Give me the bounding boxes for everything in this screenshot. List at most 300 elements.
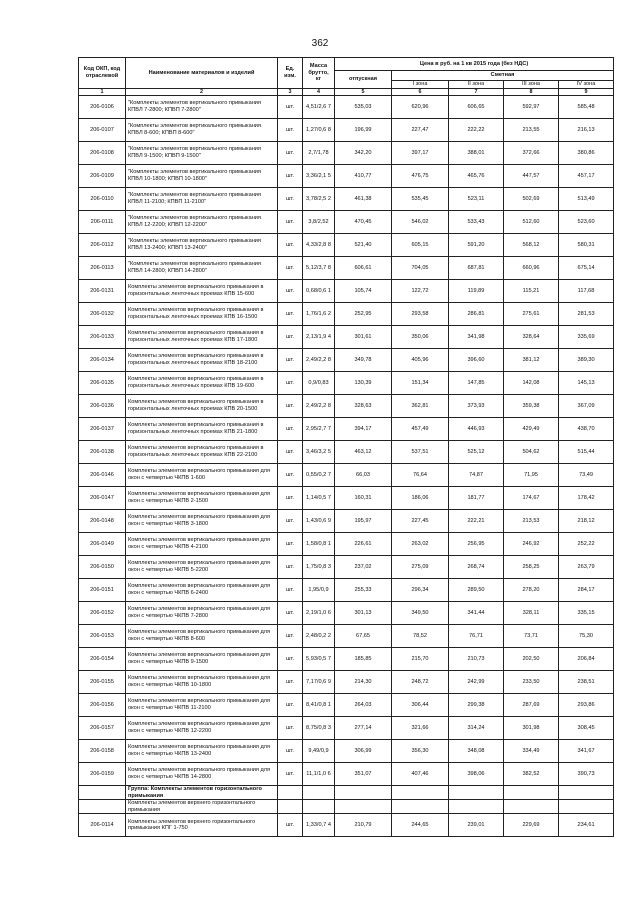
table-row (79, 648, 614, 671)
row-zone-3-price: 504,62 (504, 441, 559, 464)
row-name: Комплекты элементов вертикального примыкания для окон с четвертью ЧКПВ 3-1800 (126, 510, 278, 533)
row-mass: 9,49/0,9 (303, 740, 335, 763)
row-release-price: 185,85 (335, 648, 392, 671)
row-zone-2-price: 239,01 (449, 814, 504, 837)
row-code: 206-0137 (79, 418, 126, 441)
row-zone-4-price: 335,15 (559, 602, 614, 625)
row-zone-3-price: 115,21 (504, 280, 559, 303)
row-unit: шт. (278, 326, 303, 349)
row-mass: 3,46/3,2 5 (303, 441, 335, 464)
row-zone-2-price: 398,06 (449, 763, 504, 786)
row-name: Комплекты элементов вертикального примыкания в горизонтальных ленточных проемах КПВ 21-1800 (126, 418, 278, 441)
row-zone-3-price: 660,96 (504, 257, 559, 280)
row-unit: шт. (278, 372, 303, 395)
row-mass: 0,9/0,83 (303, 372, 335, 395)
row-release-price: 130,39 (335, 372, 392, 395)
row-mass: 5,93/0,5 7 (303, 648, 335, 671)
row-code: 206-0158 (79, 740, 126, 763)
row-zone-3-price: 73,71 (504, 625, 559, 648)
row-zone-4-price: 293,86 (559, 694, 614, 717)
row-unit: шт. (278, 234, 303, 257)
row-zone-2-price: 523,11 (449, 188, 504, 211)
col-number: 1 (79, 89, 126, 96)
row-zone-3-price: 213,53 (504, 510, 559, 533)
table-row (79, 257, 614, 280)
row-zone-2-price: 606,65 (449, 96, 504, 119)
group-row (79, 786, 614, 800)
col-number: 8 (504, 89, 559, 96)
row-name: "Комплекты элементов вертикального примыкания КПВЛ 13-2400; КПВП 13-2400" (126, 234, 278, 257)
col-number: 2 (126, 89, 278, 96)
row-zone-2-price: 76,71 (449, 625, 504, 648)
row-name: "Комплекты элементов вертикального примыкания КПВЛ 7-2800; КПВП 7-2800" (126, 96, 278, 119)
row-zone-1-price: 186,06 (392, 487, 449, 510)
row-zone-3-price: 213,55 (504, 119, 559, 142)
table-row (79, 211, 614, 234)
row-zone-4-price: 308,45 (559, 717, 614, 740)
subgroup-row (79, 800, 614, 814)
row-zone-2-price: 74,87 (449, 464, 504, 487)
row-zone-4-price: 380,86 (559, 142, 614, 165)
row-name: Комплекты элементов вертикального примыкания для окон с четвертью ЧКПВ 5-2200 (126, 556, 278, 579)
row-code: 206-0149 (79, 533, 126, 556)
row-zone-2-price: 242,99 (449, 671, 504, 694)
row-zone-1-price: 296,34 (392, 579, 449, 602)
row-zone-2-price: 299,38 (449, 694, 504, 717)
row-mass: 4,33/2,8 8 (303, 234, 335, 257)
table-row (79, 464, 614, 487)
row-unit: шт. (278, 188, 303, 211)
row-release-price: 195,97 (335, 510, 392, 533)
row-name: "Комплекты элементов вертикального примыкания КПВЛ 8-600; КПВП 8-600" (126, 119, 278, 142)
header-zone-4: IV зона (559, 81, 614, 89)
row-zone-4-price: 515,44 (559, 441, 614, 464)
row-zone-1-price: 122,72 (392, 280, 449, 303)
row-mass: 2,95/2,7 7 (303, 418, 335, 441)
row-mass: 11,1/1,0 6 (303, 763, 335, 786)
row-zone-3-price: 592,97 (504, 96, 559, 119)
table-row (79, 165, 614, 188)
row-code: 206-0113 (79, 257, 126, 280)
row-zone-4-price: 438,70 (559, 418, 614, 441)
row-name: "Комплекты элементов вертикального примыкания КПВЛ 10-1800; КПВП 10-1800" (126, 165, 278, 188)
row-zone-4-price: 675,14 (559, 257, 614, 280)
row-release-price: 264,03 (335, 694, 392, 717)
row-zone-3-price: 334,49 (504, 740, 559, 763)
table-row (79, 96, 614, 119)
col-number: 6 (392, 89, 449, 96)
row-release-price: 66,03 (335, 464, 392, 487)
header-estimate: Сметная (392, 71, 614, 81)
row-mass: 5,12/3,7 8 (303, 257, 335, 280)
row-code: 206-0114 (79, 814, 126, 837)
row-mass: 0,68/0,6 1 (303, 280, 335, 303)
table-row (79, 119, 614, 142)
table-row (79, 814, 614, 837)
row-code: 206-0138 (79, 441, 126, 464)
row-zone-2-price: 289,50 (449, 579, 504, 602)
row-release-price: 214,30 (335, 671, 392, 694)
row-mass: 8,41/0,8 1 (303, 694, 335, 717)
row-zone-3-price: 429,49 (504, 418, 559, 441)
row-name: Комплекты элементов вертикального примыкания для окон с четвертью ЧКПВ 8-600 (126, 625, 278, 648)
row-code: 206-0136 (79, 395, 126, 418)
row-zone-4-price: 585,48 (559, 96, 614, 119)
row-zone-1-price: 227,45 (392, 510, 449, 533)
row-zone-1-price: 704,05 (392, 257, 449, 280)
row-release-price: 105,74 (335, 280, 392, 303)
row-name: Комплекты элементов вертикального примыкания для окон с четвертью ЧКПВ 12-2200 (126, 717, 278, 740)
row-mass: 1,76/1,6 2 (303, 303, 335, 326)
row-zone-3-price: 328,11 (504, 602, 559, 625)
row-mass: 1,14/0,5 7 (303, 487, 335, 510)
table-row (79, 579, 614, 602)
row-zone-2-price: 314,24 (449, 717, 504, 740)
row-code: 206-0132 (79, 303, 126, 326)
row-zone-2-price: 388,01 (449, 142, 504, 165)
row-name: Комплекты элементов вертикального примыкания для окон с четвертью ЧКПВ 6-2400 (126, 579, 278, 602)
row-zone-2-price: 533,43 (449, 211, 504, 234)
row-unit: шт. (278, 119, 303, 142)
table-row (79, 740, 614, 763)
row-zone-4-price: 367,09 (559, 395, 614, 418)
row-code: 206-0154 (79, 648, 126, 671)
row-zone-3-price: 275,61 (504, 303, 559, 326)
row-release-price: 463,12 (335, 441, 392, 464)
row-code: 206-0134 (79, 349, 126, 372)
row-unit: шт. (278, 648, 303, 671)
row-zone-4-price: 341,67 (559, 740, 614, 763)
row-zone-1-price: 293,58 (392, 303, 449, 326)
row-unit: шт. (278, 349, 303, 372)
row-zone-3-price: 381,12 (504, 349, 559, 372)
row-zone-2-price: 256,95 (449, 533, 504, 556)
row-code: 206-0106 (79, 96, 126, 119)
row-zone-2-price: 222,22 (449, 119, 504, 142)
row-name: Комплекты элементов вертикального примыкания в горизонтальных ленточных проемах КПВ 19-600 (126, 372, 278, 395)
row-code: 206-0111 (79, 211, 126, 234)
row-unit: шт. (278, 142, 303, 165)
row-name: Комплекты элементов вертикального примыкания для окон с четвертью ЧКПВ 2-1500 (126, 487, 278, 510)
row-code: 206-0112 (79, 234, 126, 257)
row-zone-1-price: 215,70 (392, 648, 449, 671)
row-name: Комплекты элементов вертикального примыкания в горизонтальных ленточных проемах КПВ 20-1500 (126, 395, 278, 418)
row-zone-3-price: 246,92 (504, 533, 559, 556)
row-unit: шт. (278, 579, 303, 602)
table-row (79, 717, 614, 740)
header-mass: Масса брутто, кг (303, 58, 335, 89)
row-zone-2-price: 687,81 (449, 257, 504, 280)
row-zone-2-price: 341,98 (449, 326, 504, 349)
row-zone-1-price: 546,02 (392, 211, 449, 234)
column-number-row (79, 89, 614, 96)
row-mass: 1,58/0,8 1 (303, 533, 335, 556)
row-mass: 2,19/1,0 6 (303, 602, 335, 625)
row-release-price: 277,14 (335, 717, 392, 740)
row-code: 206-0147 (79, 487, 126, 510)
row-name: "Комплекты элементов вертикального примыкания КПВЛ 12-2200; КПВП 12-2200" (126, 211, 278, 234)
row-release-price: 461,38 (335, 188, 392, 211)
row-release-price: 160,31 (335, 487, 392, 510)
row-zone-4-price: 263,79 (559, 556, 614, 579)
row-unit: шт. (278, 303, 303, 326)
row-mass: 1,27/0,6 8 (303, 119, 335, 142)
row-unit: шт. (278, 165, 303, 188)
row-mass: 2,49/2,2 8 (303, 395, 335, 418)
row-unit: шт. (278, 510, 303, 533)
table-row (79, 556, 614, 579)
row-zone-4-price: 216,13 (559, 119, 614, 142)
row-zone-1-price: 405,96 (392, 349, 449, 372)
row-zone-4-price: 335,69 (559, 326, 614, 349)
col-number: 7 (449, 89, 504, 96)
price-table (78, 57, 614, 837)
header-zone-1: I зона (392, 81, 449, 89)
row-release-price: 226,61 (335, 533, 392, 556)
row-mass: 2,49/2,2 8 (303, 349, 335, 372)
row-mass: 1,95/0,9 (303, 579, 335, 602)
row-zone-4-price: 389,30 (559, 349, 614, 372)
row-zone-2-price: 147,85 (449, 372, 504, 395)
row-zone-1-price: 457,49 (392, 418, 449, 441)
row-name: Комплекты элементов вертикального примыкания для окон с четвертью ЧКПВ 10-1800 (126, 671, 278, 694)
row-release-price: 394,17 (335, 418, 392, 441)
row-unit: шт. (278, 257, 303, 280)
row-release-price: 67,65 (335, 625, 392, 648)
row-unit: шт. (278, 464, 303, 487)
row-code: 206-0150 (79, 556, 126, 579)
row-zone-3-price: 258,25 (504, 556, 559, 579)
row-zone-2-price: 465,76 (449, 165, 504, 188)
row-unit: шт. (278, 717, 303, 740)
row-zone-4-price: 281,53 (559, 303, 614, 326)
row-mass: 3,8/2,52 (303, 211, 335, 234)
table-row (79, 763, 614, 786)
row-zone-3-price: 359,38 (504, 395, 559, 418)
row-release-price: 255,33 (335, 579, 392, 602)
row-zone-1-price: 620,96 (392, 96, 449, 119)
row-zone-1-price: 227,47 (392, 119, 449, 142)
table-row (79, 487, 614, 510)
table-row (79, 372, 614, 395)
row-release-price: 301,61 (335, 326, 392, 349)
row-release-price: 328,63 (335, 395, 392, 418)
table-row (79, 349, 614, 372)
row-zone-4-price: 73,49 (559, 464, 614, 487)
row-zone-4-price: 523,60 (559, 211, 614, 234)
row-code: 206-0157 (79, 717, 126, 740)
row-release-price: 351,07 (335, 763, 392, 786)
row-name: Комплекты элементов вертикального примыкания в горизонтальных ленточных проемах КПВ 16-1500 (126, 303, 278, 326)
row-name: Комплекты элементов вертикального примыкания в горизонтальных ленточных проемах КПВ 15-600 (126, 280, 278, 303)
row-zone-1-price: 349,50 (392, 602, 449, 625)
row-name: "Комплекты элементов вертикального примыкания КПВЛ 9-1500; КПВП 9-1500" (126, 142, 278, 165)
header-code: Код ОКП, код отраслевой (79, 58, 126, 89)
header-zone-2: II зона (449, 81, 504, 89)
row-unit: шт. (278, 556, 303, 579)
table-row (79, 625, 614, 648)
row-zone-4-price: 75,30 (559, 625, 614, 648)
row-release-price: 535,03 (335, 96, 392, 119)
row-code: 206-0133 (79, 326, 126, 349)
row-mass: 2,7/1,78 (303, 142, 335, 165)
row-zone-1-price: 397,17 (392, 142, 449, 165)
row-release-price: 301,13 (335, 602, 392, 625)
row-release-price: 196,99 (335, 119, 392, 142)
row-zone-4-price: 218,12 (559, 510, 614, 533)
row-zone-3-price: 233,50 (504, 671, 559, 694)
table-row (79, 303, 614, 326)
row-unit: шт. (278, 740, 303, 763)
row-zone-3-price: 202,50 (504, 648, 559, 671)
row-unit: шт. (278, 814, 303, 837)
row-mass: 0,55/0,2 7 (303, 464, 335, 487)
col-number: 3 (278, 89, 303, 96)
row-unit: шт. (278, 671, 303, 694)
row-release-price: 342,20 (335, 142, 392, 165)
table-body (79, 96, 614, 837)
row-mass: 2,48/0,2 2 (303, 625, 335, 648)
row-zone-1-price: 263,02 (392, 533, 449, 556)
table-row (79, 326, 614, 349)
table-row (79, 280, 614, 303)
row-name: Комплекты элементов вертикального примыкания в горизонтальных ленточных проемах КПВ 17-1800 (126, 326, 278, 349)
row-unit: шт. (278, 418, 303, 441)
row-code: 206-0153 (79, 625, 126, 648)
subgroup-name: Комплекты элементов верхнего горизонтального примыкания (126, 800, 278, 814)
row-zone-1-price: 605,15 (392, 234, 449, 257)
row-zone-1-price: 535,45 (392, 188, 449, 211)
row-mass: 8,75/0,8 3 (303, 717, 335, 740)
page-number: 362 (311, 38, 329, 49)
row-name: Комплекты элементов вертикального примыкания для окон с четвертью ЧКПВ 9-1500 (126, 648, 278, 671)
header-unit: Ед. изм. (278, 58, 303, 89)
row-unit: шт. (278, 441, 303, 464)
row-zone-1-price: 362,81 (392, 395, 449, 418)
row-zone-3-price: 502,69 (504, 188, 559, 211)
row-zone-4-price: 206,84 (559, 648, 614, 671)
row-zone-2-price: 286,81 (449, 303, 504, 326)
table-row (79, 510, 614, 533)
row-zone-3-price: 174,67 (504, 487, 559, 510)
row-unit: шт. (278, 763, 303, 786)
row-zone-3-price: 328,64 (504, 326, 559, 349)
row-zone-3-price: 301,98 (504, 717, 559, 740)
row-unit: шт. (278, 625, 303, 648)
row-zone-4-price: 117,68 (559, 280, 614, 303)
row-zone-1-price: 407,46 (392, 763, 449, 786)
row-zone-2-price: 181,77 (449, 487, 504, 510)
table-row (79, 418, 614, 441)
row-unit: шт. (278, 533, 303, 556)
row-release-price: 306,99 (335, 740, 392, 763)
row-zone-2-price: 222,21 (449, 510, 504, 533)
row-mass: 3,78/2,5 2 (303, 188, 335, 211)
row-zone-2-price: 591,20 (449, 234, 504, 257)
row-zone-1-price: 76,64 (392, 464, 449, 487)
table-row (79, 142, 614, 165)
row-code: 206-0107 (79, 119, 126, 142)
row-zone-1-price: 356,30 (392, 740, 449, 763)
row-zone-1-price: 275,09 (392, 556, 449, 579)
row-code: 206-0131 (79, 280, 126, 303)
row-code: 206-0109 (79, 165, 126, 188)
row-zone-4-price: 580,31 (559, 234, 614, 257)
row-code: 206-0148 (79, 510, 126, 533)
row-unit: шт. (278, 487, 303, 510)
row-zone-2-price: 268,74 (449, 556, 504, 579)
table-row (79, 671, 614, 694)
row-code: 206-0110 (79, 188, 126, 211)
row-zone-3-price: 382,52 (504, 763, 559, 786)
row-zone-1-price: 306,44 (392, 694, 449, 717)
row-zone-1-price: 248,72 (392, 671, 449, 694)
row-zone-3-price: 372,66 (504, 142, 559, 165)
row-zone-4-price: 390,73 (559, 763, 614, 786)
table-row (79, 694, 614, 717)
row-mass: 3,36/2,1 5 (303, 165, 335, 188)
table-row (79, 533, 614, 556)
row-zone-1-price: 78,52 (392, 625, 449, 648)
row-zone-4-price: 284,17 (559, 579, 614, 602)
row-name: Комплекты элементов вертикального примыкания для окон с четвертью ЧКПВ 1-600 (126, 464, 278, 487)
row-zone-2-price: 119,89 (449, 280, 504, 303)
row-release-price: 349,78 (335, 349, 392, 372)
row-zone-1-price: 350,06 (392, 326, 449, 349)
col-number: 9 (559, 89, 614, 96)
row-release-price: 606,61 (335, 257, 392, 280)
row-name: Комплекты элементов вертикального примыкания для окон с четвертью ЧКПВ 11-2100 (126, 694, 278, 717)
row-zone-3-price: 512,60 (504, 211, 559, 234)
row-name: "Комплекты элементов вертикального примыкания КПВЛ 14-2800; КПВП 14-2800" (126, 257, 278, 280)
row-unit: шт. (278, 395, 303, 418)
row-zone-2-price: 341,44 (449, 602, 504, 625)
header-release: отпускная (335, 71, 392, 89)
row-unit: шт. (278, 694, 303, 717)
row-zone-4-price: 238,51 (559, 671, 614, 694)
row-code: 206-0155 (79, 671, 126, 694)
row-code: 206-0108 (79, 142, 126, 165)
row-release-price: 470,45 (335, 211, 392, 234)
row-mass: 2,13/1,9 4 (303, 326, 335, 349)
row-code: 206-0151 (79, 579, 126, 602)
row-release-price: 252,95 (335, 303, 392, 326)
row-unit: шт. (278, 211, 303, 234)
row-mass: 4,51/2,6 7 (303, 96, 335, 119)
row-zone-2-price: 210,73 (449, 648, 504, 671)
row-code: 206-0146 (79, 464, 126, 487)
row-unit: шт. (278, 602, 303, 625)
row-zone-4-price: 234,61 (559, 814, 614, 837)
row-zone-4-price: 457,17 (559, 165, 614, 188)
col-number: 5 (335, 89, 392, 96)
row-zone-3-price: 229,69 (504, 814, 559, 837)
row-zone-4-price: 178,42 (559, 487, 614, 510)
row-zone-1-price: 537,51 (392, 441, 449, 464)
row-name: Комплекты элементов вертикального примыкания для окон с четвертью ЧКПВ 13-2400 (126, 740, 278, 763)
row-zone-2-price: 396,60 (449, 349, 504, 372)
row-name: Комплекты элементов верхнего горизонтального примыкания КПГ 1-750 (126, 814, 278, 837)
row-unit: шт. (278, 280, 303, 303)
header-price-title: Цена в руб. на 1 кв 2015 года (без НДС) (335, 58, 614, 71)
row-name: Комплекты элементов вертикального примыкания в горизонтальных ленточных проемах КПВ 22-2100 (126, 441, 278, 464)
row-zone-3-price: 447,57 (504, 165, 559, 188)
table-row (79, 234, 614, 257)
row-unit: шт. (278, 96, 303, 119)
row-zone-2-price: 348,08 (449, 740, 504, 763)
row-mass: 7,17/0,6 9 (303, 671, 335, 694)
row-zone-3-price: 287,69 (504, 694, 559, 717)
